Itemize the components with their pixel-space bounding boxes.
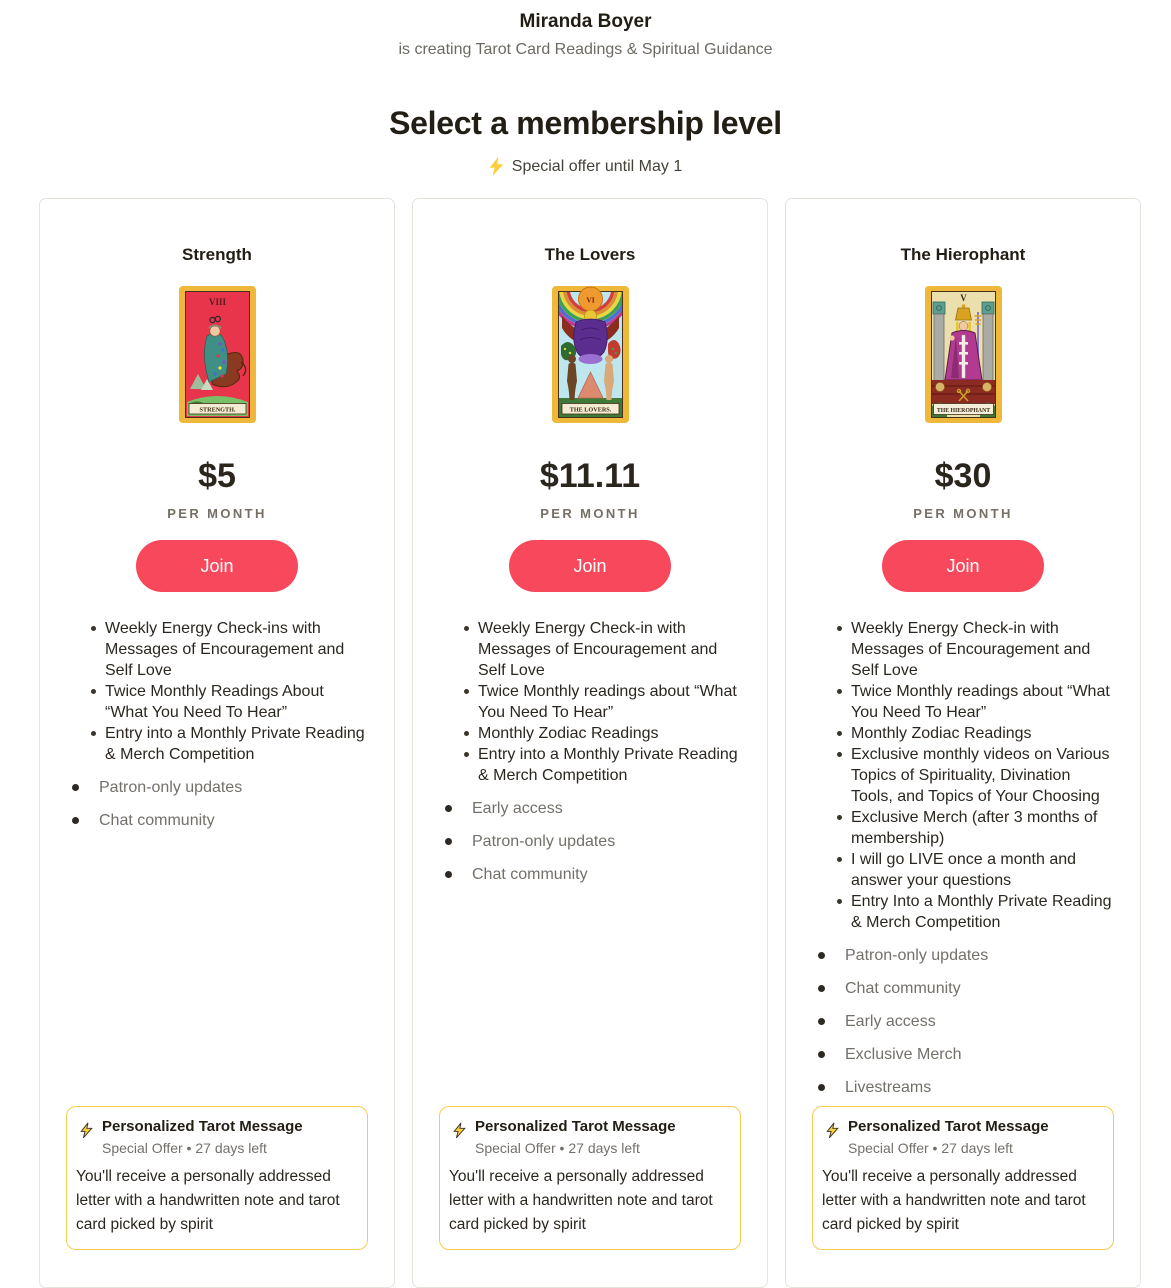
offer-title: Personalized Tarot Message <box>102 1118 303 1135</box>
page-title: Select a membership level <box>389 105 782 141</box>
custom-benefit-item: Twice Monthly readings about “What You Need To Hear” <box>851 681 1112 723</box>
the-hierophant-tarot-card-image <box>925 286 1002 423</box>
strength-tarot-card-image <box>179 286 256 423</box>
lightning-bolt-icon <box>80 1121 93 1140</box>
standard-benefit-item <box>816 1079 1112 1097</box>
standard-benefit-item <box>443 866 739 884</box>
custom-benefit-item: Weekly Energy Check-ins with Messages of Encouragement and Self Love <box>105 618 366 681</box>
custom-benefit-item: Monthly Zodiac Readings <box>851 723 1112 744</box>
tarot-caption: THE LOVERS. <box>569 406 611 414</box>
custom-benefit-item: Twice Monthly readings about “What You Need To Hear” <box>478 681 739 723</box>
tier-cadence: PER MONTH <box>540 506 640 521</box>
standard-benefit-item <box>443 833 739 851</box>
tarot-numeral: VIII <box>208 297 226 307</box>
standard-benefit-item <box>816 980 1112 998</box>
membership-tiers <box>39 198 1142 1288</box>
tier-card-strength <box>39 198 395 1288</box>
standard-benefits-list <box>441 800 739 884</box>
special-offer-box <box>812 1106 1114 1250</box>
tarot-caption: STRENGTH. <box>199 406 235 414</box>
benefit-label: Livestreams <box>845 1079 932 1096</box>
standard-benefit-item <box>816 1013 1112 1031</box>
offer-title: Personalized Tarot Message <box>848 1118 1049 1135</box>
standard-benefit-item <box>70 812 366 830</box>
bullet-icon <box>445 871 452 878</box>
bullet-icon <box>818 985 825 992</box>
custom-benefit-item: Exclusive monthly videos on Various Topics of Spirituality, Divination Tools, and Topics of Your Choosing <box>851 744 1112 807</box>
custom-benefits-list <box>441 618 739 786</box>
offer-description: You'll receive a personally addressed letter with a handwritten note and tarot card picked by spirit <box>76 1168 340 1233</box>
special-offer-text: Special offer until May 1 <box>511 157 683 175</box>
custom-benefit-item: Weekly Energy Check-in with Messages of Encouragement and Self Love <box>478 618 739 681</box>
bullet-icon <box>818 952 825 959</box>
bullet-icon <box>818 1084 825 1091</box>
tier-title: Strength <box>182 245 252 264</box>
join-button[interactable]: Join <box>509 540 671 592</box>
custom-benefit-item: Monthly Zodiac Readings <box>478 723 739 744</box>
bullet-icon <box>445 838 452 845</box>
special-offer-box <box>439 1106 741 1250</box>
custom-benefit-item: Twice Monthly Readings About “What You Need To Hear” <box>105 681 366 723</box>
tier-price: $5 <box>198 457 236 495</box>
bullet-icon <box>72 784 79 791</box>
offer-meta: Special Offer • 27 days left <box>848 1140 1013 1156</box>
custom-benefit-item: Entry Into a Monthly Private Reading & Merch Competition <box>851 893 1112 931</box>
bullet-icon <box>445 805 452 812</box>
benefit-label: Early access <box>845 1013 936 1030</box>
benefit-label: Exclusive Merch <box>845 1046 962 1063</box>
page-header <box>0 0 1171 59</box>
join-button[interactable]: Join <box>882 540 1044 592</box>
the-lovers-tarot-card-image <box>552 286 629 423</box>
custom-benefit-item: I will go LIVE once a month and answer your questions <box>851 849 1112 891</box>
standard-benefits-list <box>68 779 366 830</box>
offer-meta: Special Offer • 27 days left <box>475 1140 640 1156</box>
standard-benefit-item <box>816 1046 1112 1064</box>
offer-description: You'll receive a personally addressed letter with a handwritten note and tarot card picked by spirit <box>822 1168 1086 1233</box>
custom-benefits-list <box>814 618 1112 933</box>
tier-price: $30 <box>934 457 992 495</box>
standard-benefit-item <box>816 947 1112 965</box>
benefit-label: Chat community <box>472 866 588 883</box>
lightning-bolt-icon <box>453 1121 466 1140</box>
bullet-icon <box>818 1051 825 1058</box>
benefit-label: Chat community <box>845 980 961 997</box>
custom-benefit-item: Weekly Energy Check-in with Messages of Encouragement and Self Love <box>851 618 1112 681</box>
tier-cadence: PER MONTH <box>913 506 1013 521</box>
offer-description: You'll receive a personally addressed letter with a handwritten note and tarot card picked by spirit <box>449 1168 713 1233</box>
lightning-bolt-icon <box>826 1121 839 1140</box>
bullet-icon <box>72 817 79 824</box>
standard-benefits-list <box>814 947 1112 1097</box>
tarot-numeral: V <box>959 293 967 303</box>
bullet-icon <box>818 1018 825 1025</box>
tier-price: $11.11 <box>539 457 641 495</box>
standard-benefit-item <box>70 779 366 797</box>
tarot-caption: THE HIEROPHANT <box>936 407 990 414</box>
benefit-label: Early access <box>472 800 563 817</box>
special-offer-box <box>66 1106 368 1250</box>
tier-card-the-hierophant <box>785 198 1141 1288</box>
custom-benefit-item: Exclusive Merch (after 3 months of membership) <box>851 807 1112 849</box>
creator-subtitle: is creating Tarot Card Readings & Spiritual Guidance <box>398 41 773 58</box>
offer-title: Personalized Tarot Message <box>475 1118 676 1135</box>
custom-benefits-list <box>68 618 366 765</box>
special-offer-banner <box>0 157 1171 176</box>
offer-meta: Special Offer • 27 days left <box>102 1140 267 1156</box>
standard-benefit-item <box>443 800 739 818</box>
benefit-label: Patron-only updates <box>845 947 989 964</box>
benefit-label: Patron-only updates <box>472 833 616 850</box>
tier-title: The Hierophant <box>900 245 1026 264</box>
tier-card-the-lovers <box>412 198 768 1288</box>
custom-benefit-item: Entry into a Monthly Private Reading & Merch Competition <box>105 725 365 763</box>
tier-cadence: PER MONTH <box>167 506 267 521</box>
benefit-label: Patron-only updates <box>99 779 243 796</box>
lightning-bolt-icon <box>489 157 504 176</box>
benefit-label: Chat community <box>99 812 215 829</box>
creator-name: Miranda Boyer <box>519 11 652 32</box>
join-button[interactable]: Join <box>136 540 298 592</box>
tier-title: The Lovers <box>544 245 636 264</box>
custom-benefit-item: Entry into a Monthly Private Reading & Merch Competition <box>478 746 738 784</box>
tarot-numeral: VI <box>585 295 595 305</box>
